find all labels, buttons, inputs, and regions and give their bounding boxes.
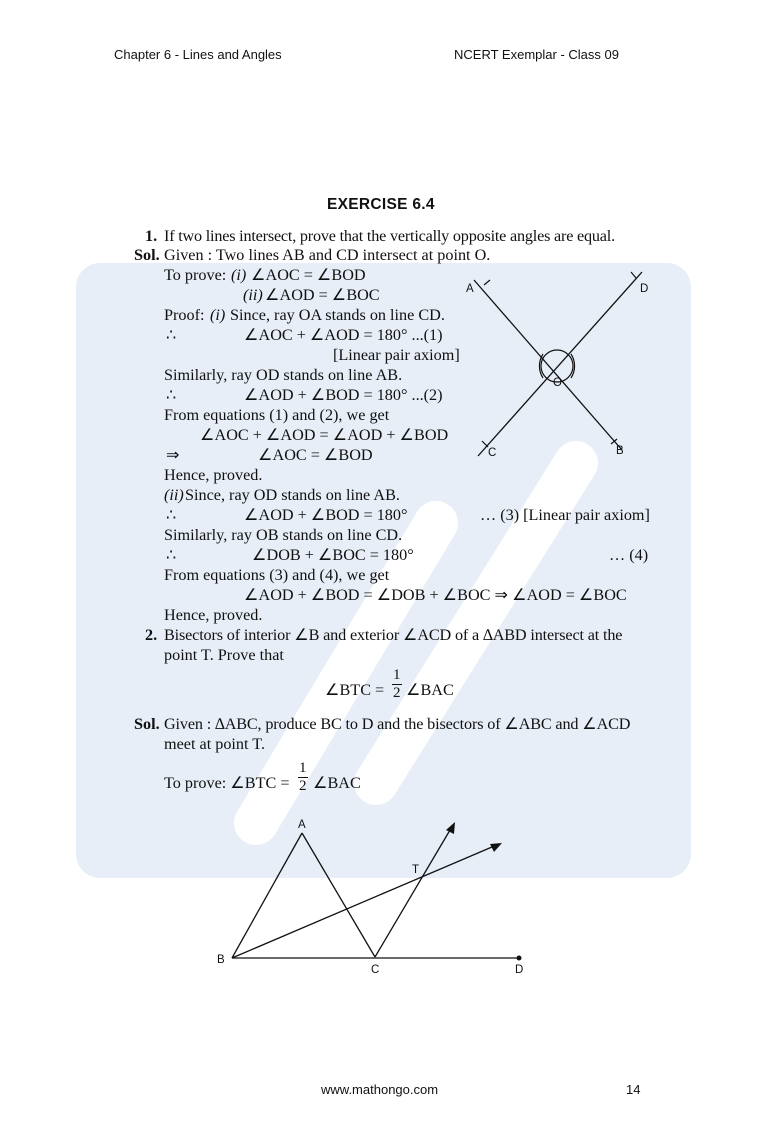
sol1-hence-proved-1: Hence, proved. — [164, 466, 263, 484]
sol1-proof-i-text: Since, ray OA stands on line CD. — [230, 306, 445, 324]
sol1-given: Given : Two lines AB and CD intersect at point O. — [164, 246, 491, 264]
q2-fraction-denominator: 2 — [393, 685, 401, 701]
sol1-to-prove-ii-num: (ii) — [243, 286, 263, 304]
question-2-line-2: point T. Prove that — [164, 646, 284, 664]
side-ba — [232, 833, 302, 958]
sol1-equation-3-tag: … (3) [Linear pair axiom] — [480, 506, 650, 524]
label-b: B — [217, 954, 225, 966]
sol1-axiom-1: [Linear pair axiom] — [333, 346, 460, 364]
sol1-similarly-1: Similarly, ray OD stands on line AB. — [164, 366, 403, 384]
footer-website: www.mathongo.com — [321, 1082, 439, 1097]
therefore-symbol: ∴ — [166, 546, 177, 564]
label-b: B — [616, 445, 624, 457]
label-t: T — [412, 864, 420, 876]
sol2-to-prove-left: To prove: ∠BTC = — [164, 774, 290, 792]
implies-symbol: ⇒ — [166, 446, 180, 464]
figure-intersecting-lines — [466, 268, 666, 468]
side-ac — [302, 833, 375, 957]
sol1-similarly-2: Similarly, ray OB stands on line CD. — [164, 526, 403, 544]
q2-formula-fraction — [392, 667, 402, 702]
sol1-combined-equation: ∠AOC + ∠AOD = ∠AOD + ∠BOD — [200, 426, 449, 444]
line-ab — [474, 280, 622, 450]
label-d: D — [640, 283, 649, 295]
sol1-hence-proved-2: Hence, proved. — [164, 606, 263, 624]
sol1-final-equation: ∠AOD + ∠BOD = ∠DOB + ∠BOC ⇒ ∠AOD = ∠BOC — [244, 586, 627, 604]
solution-1-label: Sol. — [134, 246, 160, 264]
sol1-part-ii-num: (ii) — [164, 486, 184, 504]
sol1-to-prove-i-num: (i) — [231, 266, 247, 284]
sol1-equation-3: ∠AOD + ∠BOD = 180° — [244, 506, 408, 524]
sol2-fraction-denominator: 2 — [299, 778, 307, 794]
sol1-equation-1: ∠AOC + ∠AOD = 180° ...(1) — [244, 326, 443, 344]
solution-2-label: Sol. — [134, 715, 160, 733]
sol1-result-equation: ∠AOC = ∠BOD — [258, 446, 373, 464]
sol2-line-1: Given : ∆ABC, produce BC to D and the bisectors of ∠ABC and ∠ACD — [164, 715, 631, 733]
point-d — [517, 956, 522, 961]
label-d: D — [515, 964, 524, 976]
chapter-header: Chapter 6 - Lines and Angles — [114, 47, 282, 62]
sol1-equation-4: ∠DOB + ∠BOC = 180° — [252, 546, 414, 564]
bisector-ct — [375, 825, 453, 957]
therefore-symbol: ∴ — [166, 506, 177, 524]
sol1-equation-4-tag: … (4) — [609, 546, 649, 564]
figure-triangle-bisectors — [215, 815, 555, 985]
label-c: C — [488, 447, 497, 459]
page-number: 14 — [626, 1082, 641, 1097]
q2-formula-left: ∠BTC = — [325, 681, 385, 699]
sol1-from-1-2: From equations (1) and (2), we get — [164, 406, 390, 424]
sol1-part-ii-text: Since, ray OD stands on line AB. — [185, 486, 400, 504]
sol2-line-2: meet at point T. — [164, 735, 265, 753]
question-2-line-1: Bisectors of interior ∠B and exterior ∠ACD of a ∆ABD intersect at the — [164, 626, 623, 644]
sol1-to-prove-ii: ∠AOD = ∠BOC — [265, 286, 380, 304]
sol2-fraction-numerator: 1 — [299, 760, 307, 776]
sol1-proof-i-num: (i) — [210, 306, 226, 324]
q2-fraction-numerator: 1 — [393, 667, 401, 683]
book-header: NCERT Exemplar - Class 09 — [454, 47, 619, 62]
label-a: A — [466, 283, 474, 295]
therefore-symbol: ∴ — [166, 326, 177, 344]
question-1-text: If two lines intersect, prove that the vertically opposite angles are equal. — [164, 227, 615, 245]
sol1-to-prove-i: ∠AOC = ∠BOD — [251, 266, 366, 284]
label-a: A — [298, 819, 306, 831]
sol2-to-prove-fraction — [298, 760, 308, 795]
sol1-equation-2: ∠AOD + ∠BOD = 180° ...(2) — [244, 386, 443, 404]
line-cd — [478, 272, 642, 456]
sol1-to-prove-prefix: To prove: — [164, 266, 227, 284]
sol1-proof-prefix: Proof: — [164, 306, 205, 324]
sol1-from-3-4: From equations (3) and (4), we get — [164, 566, 390, 584]
sol2-to-prove-right: ∠BAC — [313, 774, 361, 792]
question-2-number: 2. — [145, 626, 158, 644]
question-1-number: 1. — [145, 227, 158, 245]
therefore-symbol: ∴ — [166, 386, 177, 404]
label-o: O — [553, 377, 562, 389]
q2-formula-right: ∠BAC — [406, 681, 454, 699]
exercise-title: EXERCISE 6.4 — [327, 196, 435, 213]
label-c: C — [371, 964, 380, 976]
